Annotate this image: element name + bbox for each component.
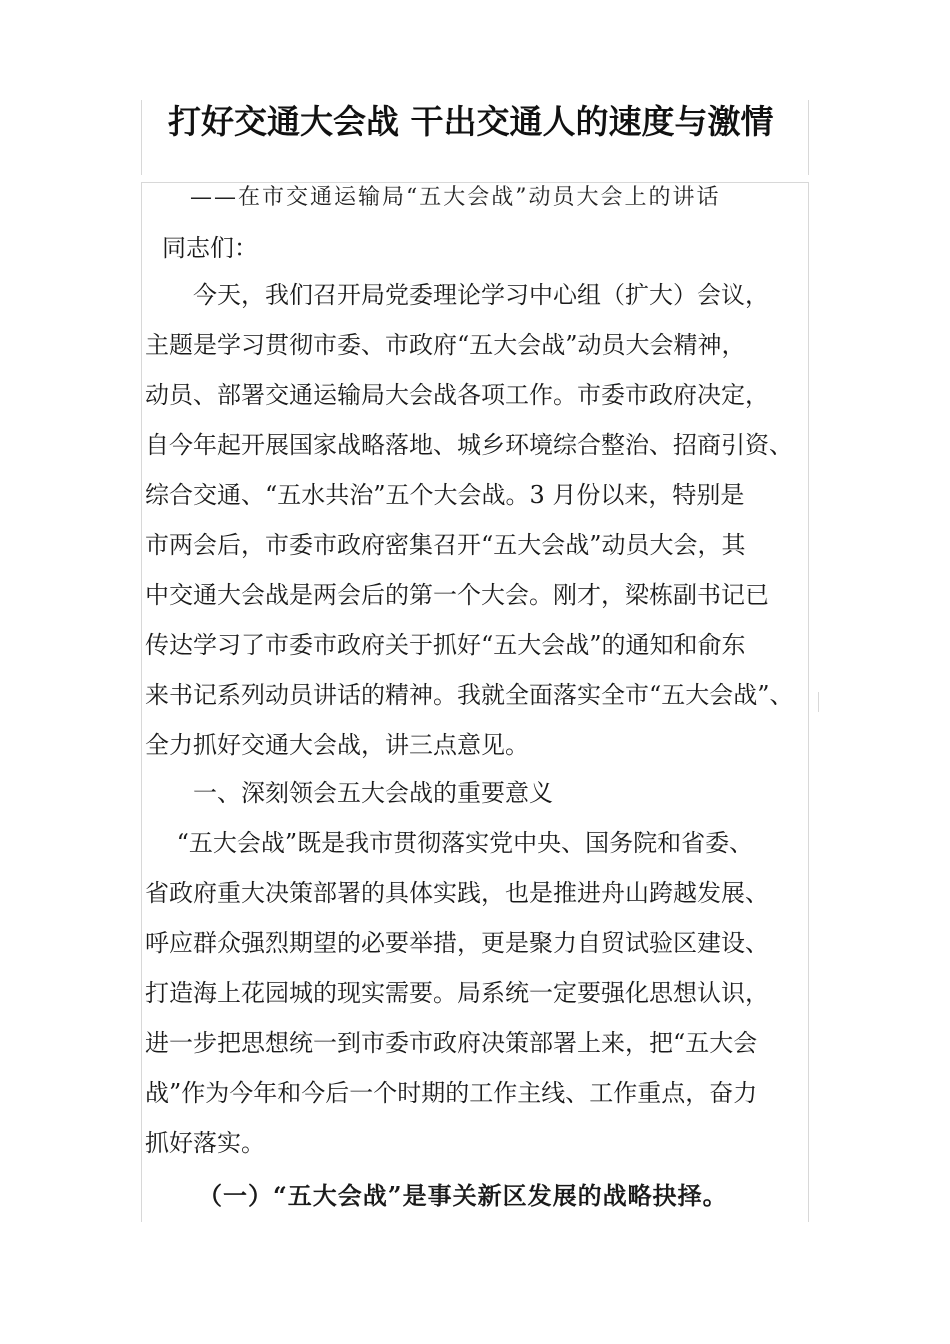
paragraph-line: 进一步把思想统一到市委市政府决策部署上来，把“五大会 xyxy=(145,1029,758,1057)
document-title: 打好交通大会战 干出交通人的速度与激情 xyxy=(168,102,774,141)
paragraph-line: 呼应群众强烈期望的必要举措，更是聚力自贸试验区建设、 xyxy=(145,929,769,957)
paragraph-line: 来书记系列动员讲话的精神。我就全面落实全市“五大会战”、 xyxy=(145,681,794,709)
section-heading: 一、深刻领会五大会战的重要意义 xyxy=(145,779,553,807)
paragraph-line: 战”作为今年和今后一个时期的工作主线、工作重点，奋力 xyxy=(145,1079,758,1107)
paragraph-line: 自今年起开展国家战略落地、城乡环境综合整治、招商引资、 xyxy=(145,431,793,459)
frame-line-right xyxy=(808,182,809,1222)
paragraph-line: 综合交通、“五水共治”五个大会战。3 月份以来，特别是 xyxy=(145,481,745,509)
paragraph-line: 动员、部署交通运输局大会战各项工作。市委市政府决定， xyxy=(145,381,769,409)
paragraph-line: “五大会战”既是我市贯彻落实党中央、国务院和省委、 xyxy=(145,829,754,857)
frame-line-right-top xyxy=(808,100,809,175)
subsection-heading: （一）“五大会战”是事关新区发展的战略抉择。 xyxy=(198,1181,728,1210)
frame-line-left-top xyxy=(141,100,142,175)
paragraph-line: 传达学习了市委市政府关于抓好“五大会战”的通知和俞东 xyxy=(145,631,746,659)
paragraph-line: 省政府重大决策部署的具体实践，也是推进舟山跨越发展、 xyxy=(145,879,769,907)
document-subtitle: ——在市交通运输局“五大会战”动员大会上的讲话 xyxy=(190,185,721,210)
frame-line-left xyxy=(141,182,142,1222)
paragraph-line: 打造海上花园城的现实需要。局系统一定要强化思想认识， xyxy=(145,979,769,1007)
paragraph-line: 市两会后，市委市政府密集召开“五大会战”动员大会，其 xyxy=(145,531,746,559)
paragraph-line: 抓好落实。 xyxy=(145,1129,265,1157)
paragraph-line: 中交通大会战是两会后的第一个大会。刚才，梁栋副书记已 xyxy=(145,581,769,609)
paragraph-line: 今天，我们召开局党委理论学习中心组（扩大）会议， xyxy=(145,281,769,309)
salutation: 同志们： xyxy=(162,234,258,262)
paragraph-line: 主题是学习贯彻市委、市政府“五大会战”动员大会精神， xyxy=(145,331,746,359)
frame-line-right-marker xyxy=(818,692,819,712)
paragraph-line: 全力抓好交通大会战，讲三点意见。 xyxy=(145,731,529,759)
